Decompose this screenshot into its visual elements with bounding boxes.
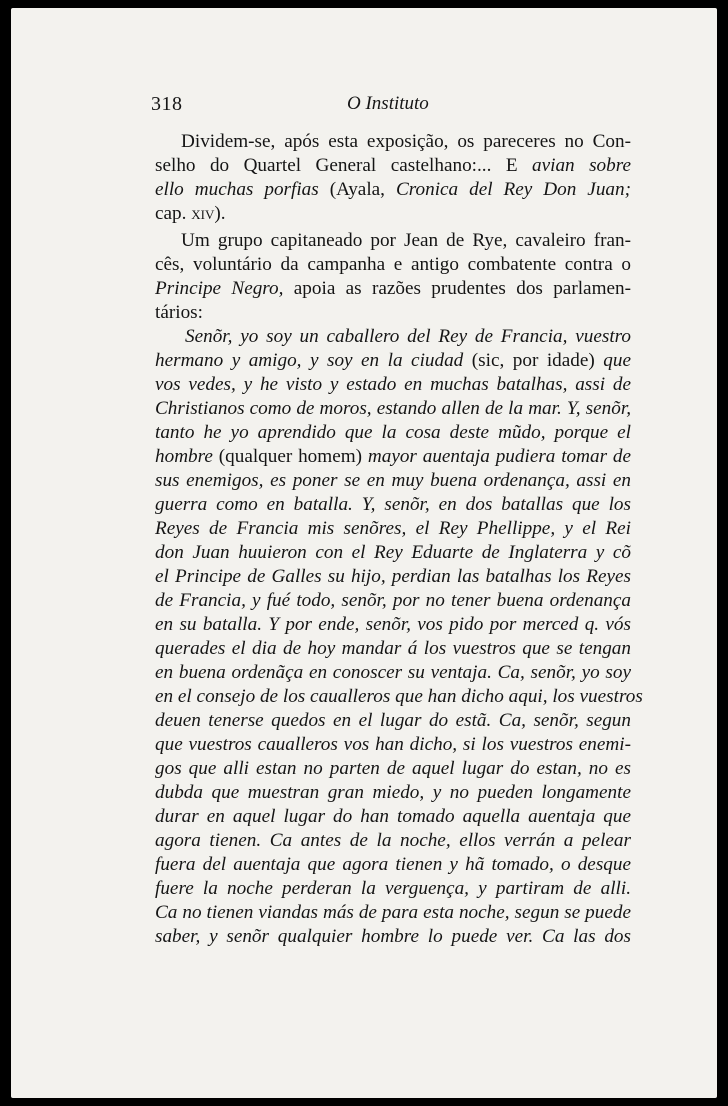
running-title: O Instituto (347, 93, 429, 114)
italic-text: sus enemigos, es poner se en muy buena ordenança, assi en (155, 470, 631, 491)
italic-text: Ca no tienen viandas más de para esta noche, segun se puede (155, 902, 631, 923)
italic-text: fuere la noche perderan la verguença, y partiram de alli. (155, 878, 631, 899)
text-line (155, 349, 631, 373)
italic-text: dubda que muestran gran miedo, y no pueden longamente (155, 782, 631, 803)
text-line (155, 202, 631, 226)
text-line (155, 733, 631, 757)
roman-text: cês, voluntário da campanha e antigo combatente contra o (155, 254, 631, 275)
text-line (155, 685, 643, 709)
text-line (155, 373, 631, 397)
text-line (155, 397, 631, 421)
body-text (155, 130, 643, 949)
italic-text: querades el dia de hoy mandar á los vuestros que se tengan (155, 638, 631, 659)
italic-text: gos que alli estan no parten de aquel lugar do estan, no es (155, 758, 631, 779)
text-line (155, 301, 631, 325)
text-line (155, 421, 631, 445)
text-line (155, 853, 631, 877)
roman-text: (qualquer homem) (212, 446, 368, 467)
italic-text: deuen tenerse quedos en el lugar do estã. Ca, senõr, segun (155, 710, 631, 731)
italic-text: vos vedes, y he visto y estado en muchas batalhas, assi de (155, 374, 631, 395)
italic-text: de Francia, y fué todo, senõr, por no tener buena ordenança (155, 590, 631, 611)
italic-text: don Juan huuieron con el Rey Eduarte de Inglaterra y cõ (155, 542, 631, 563)
roman-text: apoia as razões prudentes dos parlamen- (283, 278, 631, 299)
text-line (155, 493, 631, 517)
book-page (11, 8, 717, 1098)
roman-text: selho do Quartel General castelhano:... E (155, 155, 532, 176)
italic-text: Reyes de Francia mis senõres, el Rey Phellippe, y el Rei (155, 518, 631, 539)
roman-text: Um grupo capitaneado por Jean de Rye, cavaleiro fran- (181, 230, 631, 251)
text-line (155, 757, 631, 781)
text-line (155, 154, 631, 178)
italic-text: guerra como en batalla. Y, senõr, en dos batallas que los (155, 494, 631, 515)
italic-text: que vuestros caualleros vos han dicho, si los vuestros enemi- (155, 734, 631, 755)
italic-text: agora tienen. Ca antes de la noche, ellos verrán a pelear (155, 830, 631, 851)
text-line (155, 565, 631, 589)
text-line (155, 229, 631, 253)
text-line (155, 325, 631, 349)
text-line (155, 541, 631, 565)
text-line (155, 805, 631, 829)
italic-text: Principe Negro, (155, 278, 284, 299)
text-line (155, 781, 631, 805)
italic-text: fuera del auentaja que agora tienen y hã tomado, o desque (155, 854, 631, 875)
page-header (151, 91, 621, 121)
text-line (155, 661, 631, 685)
roman-text: (Ayala, (318, 179, 396, 200)
text-line (155, 925, 631, 949)
italic-text: hermano y amigo, y soy en la ciudad (155, 350, 464, 371)
italic-text: durar en aquel lugar do han tomado aquella auentaja que (155, 806, 631, 827)
text-line (155, 253, 631, 277)
text-line (155, 445, 631, 469)
roman-text: cap. (155, 203, 192, 224)
italic-text: ello muchas porfias (155, 179, 319, 200)
italic-text: mayor auentaja pudiera tomar de (367, 446, 631, 467)
text-line (155, 901, 631, 925)
roman-text: tários: (155, 302, 203, 323)
roman-text: Dividem-se, após esta exposição, os pareceres no Con- (181, 131, 631, 152)
text-line (155, 130, 631, 154)
text-line (155, 709, 631, 733)
roman-text: (sic, por idade) (463, 350, 604, 371)
italic-text: avian sobre (532, 155, 631, 176)
italic-text: en su batalla. Y por ende, senõr, vos pido por merced q. vós (155, 614, 631, 635)
text-line (155, 178, 631, 202)
text-line (155, 517, 631, 541)
italic-text: saber, y senõr qualquier hombre lo puede ver. Ca las dos (155, 926, 631, 947)
text-line (155, 277, 631, 301)
text-line (155, 637, 631, 661)
page-number: 318 (151, 93, 183, 115)
italic-text: que (603, 350, 631, 371)
small-caps-text: xiv (191, 203, 215, 224)
roman-text: ). (214, 203, 226, 224)
italic-text: tanto he yo aprendido que la cosa deste mũdo, porque el (155, 422, 631, 443)
italic-text: Christianos como de moros, estando allen de la mar. Y, senõr, (155, 398, 631, 419)
italic-text: Cronica del Rey Don Juan; (395, 179, 631, 200)
text-line (155, 589, 631, 613)
italic-text: en el consejo de los caualleros que han dicho aqui, los vuestros (155, 686, 643, 707)
italic-text: en buena ordenãça en conoscer su ventaja. Ca, senõr, yo soy (155, 662, 631, 683)
italic-text: Senõr, yo soy un caballero del Rey de Francia, vuestro (185, 326, 631, 347)
text-line (155, 613, 631, 637)
italic-text: el Principe de Galles su hijo, perdian las batalhas los Reyes (155, 566, 631, 587)
italic-text: hombre (155, 446, 213, 467)
text-line (155, 877, 631, 901)
text-line (155, 469, 631, 493)
text-line (155, 829, 631, 853)
